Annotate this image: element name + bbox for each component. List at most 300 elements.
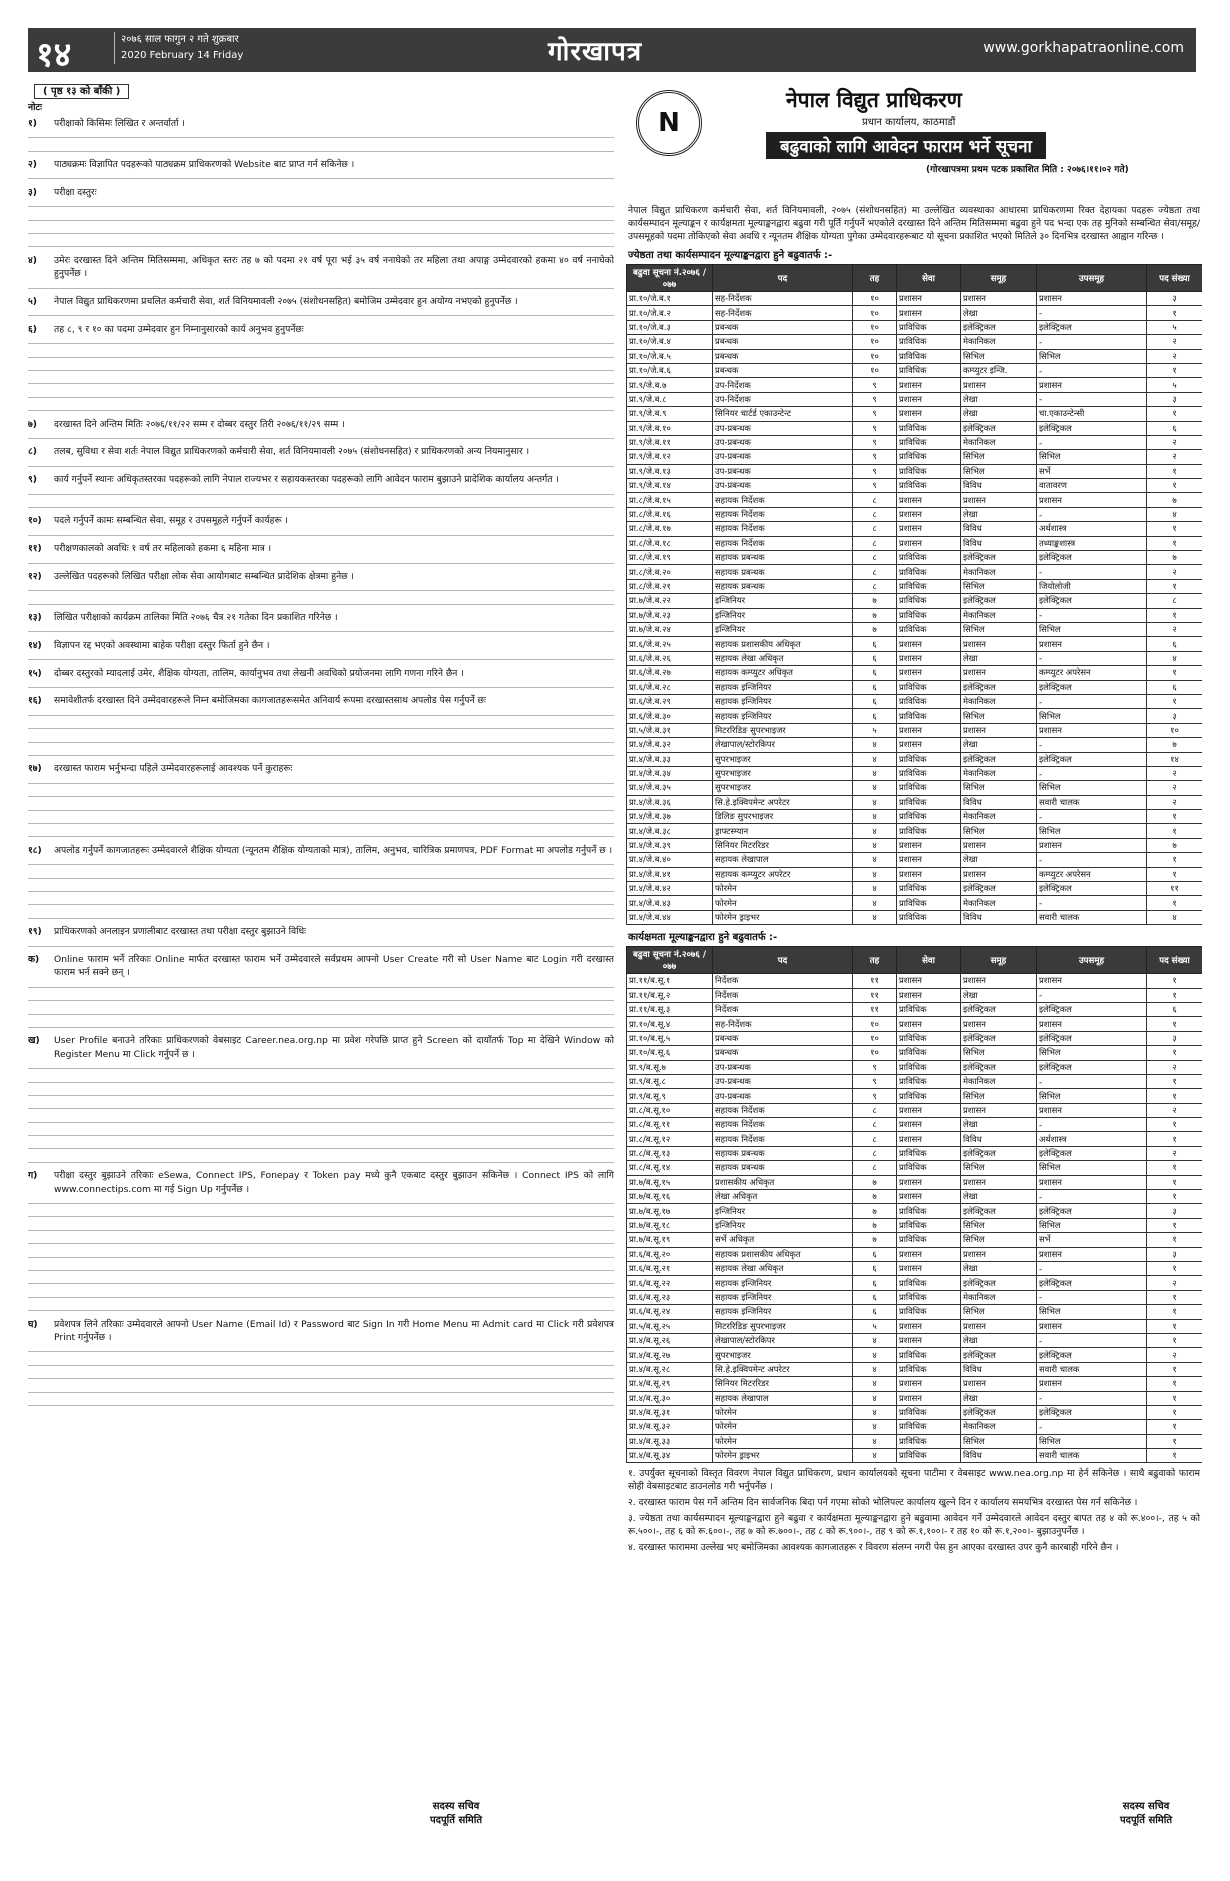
note-number: १२) [28,570,42,582]
table-cell: १ [1147,896,1203,910]
table-cell: सहायक प्रबन्धक [713,565,853,579]
table-cell: सर्भे [1037,464,1147,478]
table-cell: ६ [853,680,897,694]
table-cell: प्रबन्धक [713,349,853,363]
table-cell: उप-प्रबन्धक [713,1060,853,1074]
table-cell: प्रा.४/ब.सू.३४ [627,1449,713,1463]
body-text-line [28,653,614,666]
table-cell: इलेक्ट्रिकल [961,1348,1037,1362]
table-cell: ९ [853,1074,897,1088]
body-text-line [28,830,614,843]
table-cell: सिभिल [1037,1434,1147,1448]
table-cell: प्रशासन [897,1333,961,1347]
table-cell: विविध [961,536,1037,550]
table-cell: २ [1147,622,1203,636]
table-cell: प्रशासन [961,1247,1037,1261]
table-row [627,1405,1203,1419]
table-cell: - [1037,565,1147,579]
table-row [627,320,1203,334]
table-cell: - [1037,853,1147,867]
table-cell: इलेक्ट्रिकल [1037,752,1147,766]
table-cell: प्रशासन [1037,974,1147,988]
table-row [627,910,1203,924]
table-cell: विविध [961,522,1037,536]
table-cell: २ [1147,565,1203,579]
table-cell: सिभिल [961,622,1037,636]
table-cell: - [1037,1190,1147,1204]
table-cell: प्रशासन [897,1377,961,1391]
table-cell: प्राविधिक [897,349,961,363]
table-cell: १ [1147,1377,1203,1391]
body-text-line [28,172,614,185]
table-cell: इलेक्ट्रिकल [961,1060,1037,1074]
table-row [627,810,1203,824]
table-cell: सहायक लेखापाल [713,853,853,867]
table-cell: १ [1147,1161,1203,1175]
table-cell: १ [1147,1262,1203,1276]
table-row [627,838,1203,852]
table-cell: इलेक्ट्रिकल [1037,1405,1147,1419]
table-cell: प्रा.९/ब.सू.९ [627,1089,713,1103]
table-cell: प्राविधिक [897,335,961,349]
table-row [627,853,1203,867]
table-row [627,1190,1203,1204]
body-text-line [28,488,614,501]
note-text: दरखास्त दिने अन्तिम मितिः २०७६/११/२२ सम्म र दोब्बर दस्तुर तिरी २०७६/११/२९ सम्म । [54,418,345,430]
note-text: कार्य गर्नुपर्ने स्थानः अधिकृतस्तरका पदहरूको लागि नेपाल राज्यभर र सहायकस्तरका पदहरूको लागि आवेदन फाराम बुझाउने प्रादेशिक कार्यालय अन्तर्गत । [54,474,559,486]
table-row [627,579,1203,593]
table-cell: - [1037,507,1147,521]
table-cell: प्रशासन [897,1118,961,1132]
table-cell: निर्देशक [713,974,853,988]
table-cell: प्रा.६/जे.ब.२५ [627,637,713,651]
table-row [627,1233,1203,1247]
table-cell: इलेक्ट्रिकल [1037,882,1147,896]
website-link[interactable]: www.gorkhapatraonline.com [983,40,1184,56]
table-cell: प्राविधिक [897,1060,961,1074]
body-text-line [28,1021,614,1034]
table-cell: १ [1147,853,1203,867]
table-cell: विविध [961,1449,1037,1463]
table-cell: १ [1147,1319,1203,1333]
table-cell: २ [1147,450,1203,464]
table-cell: ४ [1147,507,1203,521]
table-cell: सवारी चालक [1037,795,1147,809]
table-body [627,292,1203,925]
table-cell: प्रा.४/ब.सू.३२ [627,1420,713,1434]
table-cell: प्रा.४/जे.ब.४४ [627,910,713,924]
table-cell: ४ [853,824,897,838]
table-cell: ७ [853,1218,897,1232]
table-cell: १ [1147,1420,1203,1434]
table-cell: ४ [853,738,897,752]
footnote-item: ४. दरखास्त फाराममा उल्लेख भए बमोजिमका आवश्यक कागजातहरू र विवरण संलग्न नगरी पेस हुन आएका दरखास्त उपर कुनै कारबाही गरिने छैन । [628,1542,1119,1554]
table-cell: २ [1147,766,1203,780]
table-cell: प्रशासन [897,522,961,536]
table-cell: १० [853,1031,897,1045]
table-cell: १ [1147,536,1203,550]
table-cell: १ [1147,1046,1203,1060]
table-row [627,1204,1203,1218]
note-text: तह ८, ९ र १० का पदमा उम्मेदवार हुन निम्नानुसारको कार्य अनुभव हुनुपर्नेछः [54,323,304,335]
table-cell: ८ [853,536,897,550]
table-cell: १ [1147,867,1203,881]
note-text: परीक्षा दस्तुरः [54,186,97,198]
table-cell: प्रशासन [1037,838,1147,852]
table-cell: सिभिल [961,709,1037,723]
body-text-line [28,681,614,694]
table-row [627,349,1203,363]
table-cell: प्रशासन [1037,378,1147,392]
table-cell: मेकानिकल [961,335,1037,349]
table-cell: १ [1147,363,1203,377]
table-cell: ६ [853,709,897,723]
table-cell: प्रा.७/ब.सू.१८ [627,1218,713,1232]
table-cell: प्रशासन [961,838,1037,852]
note-item [28,667,614,680]
table-cell: इलेक्ट्रिकल [1037,1146,1147,1160]
body-text-line [28,1304,614,1317]
table-cell: चा.एकाउन्टेन्सी [1037,407,1147,421]
table-cell: प्रा.८/जे.ब.१९ [627,551,713,565]
table-row [627,694,1203,708]
table-cell: मेकानिकल [961,810,1037,824]
table-cell: - [1037,1391,1147,1405]
table-cell: प्रशासन [961,1319,1037,1333]
table-cell: १० [1147,723,1203,737]
table-cell: १ [1147,1434,1203,1448]
table-cell: सहायक इन्जिनियर [713,694,853,708]
table-cell: १ [1147,479,1203,493]
table-cell: प्रशासन [897,306,961,320]
table-row [627,479,1203,493]
body-text-line [28,736,614,749]
table-cell: प्राविधिक [897,1362,961,1376]
notice-title: बढुवाको लागि आवेदन फाराम भर्ने सूचना [766,132,1046,159]
table-cell: ५ [853,723,897,737]
table-cell: - [1037,1420,1147,1434]
notice-header [626,84,1202,202]
body-text-line [28,1386,614,1399]
table-cell: प्रशासन [897,407,961,421]
table-cell: प्रा.१०/जे.ब.३ [627,320,713,334]
table-row [627,392,1203,406]
table-cell: उप-निर्देशक [713,392,853,406]
note-text: परीक्षाको किसिमः लिखित र अन्तर्वार्ता । [54,117,185,129]
table-row [627,1017,1203,1031]
table-cell: ७ [1147,551,1203,565]
table-cell: १ [1147,1132,1203,1146]
table-cell: फोरमेन [713,1434,853,1448]
table-row [627,1262,1203,1276]
table-cell: १० [853,1017,897,1031]
table-cell: ४ [1147,651,1203,665]
note-item [28,418,614,431]
table-row [627,738,1203,752]
column-header: पद [713,947,853,974]
table-cell: - [1037,363,1147,377]
table-row [627,709,1203,723]
body-text-line [28,1264,614,1277]
table-cell: प्राविधिक [897,450,961,464]
table-cell: प्रा.९/ब.सू.८ [627,1074,713,1088]
note-number: २) [28,159,37,170]
note-text: परीक्षा दस्तुर बुझाउने तरिकाः eSewa, Connect IPS, Fonepay र Token pay मध्ये कुनै एकबाट दस्तुर बुझाउन सकिनेछ । Connect IPS को लागि www.connectips.com मा गई Sign Up गर्नुपर्नेछ । [54,1170,614,1195]
note-number: १६) [28,695,42,707]
table-cell: ३ [1147,709,1203,723]
table-cell: उप-प्रबन्धक [713,435,853,449]
table-cell: इलेक्ट्रिकल [1037,594,1147,608]
table-cell: सहायक निर्देशक [713,507,853,521]
table-cell: लेखा [961,1262,1037,1276]
table-cell: प्रा.६/ब.सू.२० [627,1247,713,1261]
table-row [627,536,1203,550]
body-text-line [28,858,614,871]
column-header: सेवा [897,265,961,292]
body-text-line [28,885,614,898]
table-cell: प्रशासन [897,292,961,306]
table-cell: प्राविधिक [897,752,961,766]
table-cell: प्राविधिक [897,421,961,435]
table-cell: १ [1147,1391,1203,1405]
table-header [627,947,1203,974]
body-text-line [28,1142,614,1155]
table-cell: ७ [853,1233,897,1247]
table-cell: प्रशासन [897,637,961,651]
table-row [627,1146,1203,1160]
table-cell: प्रा.९/जे.ब.१० [627,421,713,435]
table-cell: १० [853,349,897,363]
table-cell: ७ [853,594,897,608]
table-body [627,974,1203,1463]
table-cell: प्राविधिक [897,464,961,478]
body-text-line [28,872,614,885]
table-cell: प्रशासन [897,1103,961,1117]
body-text-line [28,1359,614,1372]
table-cell: सिनियर मिटररिडर [713,838,853,852]
note-text: पदले गर्नुपर्ने कामः सम्बन्धित सेवा, समूह र उपसमूहले गर्नुपर्ने कार्यहरू । [54,515,289,527]
table-cell: तथ्याङ्कशास्त्र [1037,536,1147,550]
body-text-line [28,1062,614,1075]
table-cell: लेखा [961,1333,1037,1347]
table-cell: उप-निर्देशक [713,378,853,392]
table-cell: ४ [853,1391,897,1405]
table-cell: प्राविधिक [897,824,961,838]
table-cell: ६ [853,1305,897,1319]
table-cell: २ [1147,435,1203,449]
table-row [627,637,1203,651]
table-cell: सह-निर्देशक [713,292,853,306]
table-cell: इन्जिनियर [713,1204,853,1218]
table-cell: - [1037,766,1147,780]
body-text-line [28,337,614,350]
table-row [627,407,1203,421]
table-cell: २ [1147,335,1203,349]
table-cell: प्राविधिक [897,680,961,694]
body-text-line [28,722,614,735]
table-cell: ७ [1147,738,1203,752]
table-row [627,1046,1203,1060]
table-row [627,781,1203,795]
table-cell: ९ [853,407,897,421]
table-cell: सिभिल [1037,1161,1147,1175]
table-cell: १ [1147,1362,1203,1376]
table-cell: अर्थशास्त्र [1037,1132,1147,1146]
table-cell: सि.हे.इक्विपमेन्ट अपरेटर [713,1362,853,1376]
table-cell: ८ [853,565,897,579]
table-cell: इलेक्ट्रिकल [1037,1002,1147,1016]
note-item [28,611,614,624]
table-cell: ६ [1147,1002,1203,1016]
table-row [627,1377,1203,1391]
column-header: उपसमूह [1037,947,1147,974]
table-cell: प्राविधिक [897,1449,961,1463]
table-cell: सिनियर चार्टर्ड एकाउन्टेन्ट [713,407,853,421]
table-cell: प्रा.४/जे.ब.३२ [627,738,713,752]
table-cell: ६ [853,666,897,680]
table-cell: इलेक्ट्रिकल [1037,320,1147,334]
note-text: तलब, सुविधा र सेवा शर्तः नेपाल विद्युत प्राधिकरणको कर्मचारी सेवा, शर्त विनियमावली २०७५ (संशोधनसहित) र प्राधिकरणको अन्य नियमानुसार । [54,446,530,458]
signature-committee: पदपूर्ति समिति [1120,1815,1173,1826]
table-cell: अर्थशास्त्र [1037,522,1147,536]
table-row [627,824,1203,838]
table-cell: प्रा.६/जे.ब.२८ [627,680,713,694]
table-cell: २ [1147,795,1203,809]
table-row [627,1276,1203,1290]
table-cell: प्रबन्धक [713,363,853,377]
table-cell: लेखा [961,392,1037,406]
table-cell: प्रशासन [1037,1247,1147,1261]
organization-name: नेपाल विद्युत प्राधिकरण [786,87,962,112]
note-item [28,254,614,281]
table-row [627,988,1203,1002]
table-cell: सिभिल [1037,709,1147,723]
body-text-line [28,625,614,638]
table-cell: लेखा अधिकृत [713,1190,853,1204]
table-cell: लेखापाल/स्टोरकिपर [713,738,853,752]
table-cell: प्रा.१०/ब.सू.६ [627,1046,713,1060]
table-cell: विविध [961,1362,1037,1376]
table-row [627,1002,1203,1016]
table-cell: प्रा.७/ब.सू.१६ [627,1190,713,1204]
table-cell: सुपरभाइजर [713,766,853,780]
table-cell: - [1037,738,1147,752]
table-cell: उप-प्रबन्धक [713,1074,853,1088]
table-cell: प्राविधिक [897,910,961,924]
note-number: घ) [28,1318,38,1330]
table-cell: प्रशासकीय अधिकृत [713,1175,853,1189]
table-cell: १० [853,1046,897,1060]
table-cell: ४ [853,882,897,896]
note-text: लिखित परीक्षाको कार्यक्रम तालिका मिति २०७६ चैत्र २१ गतेका दिन प्रकाशित गरिनेछ । [54,612,338,624]
table-cell: सहायक प्रशासकीय अधिकृत [713,1247,853,1261]
table-cell: प्रा.७/जे.ब.२४ [627,622,713,636]
table-row [627,1132,1203,1146]
table-cell: प्रशासन [897,507,961,521]
table-cell: ४ [853,1377,897,1391]
table-cell: सिभिल [961,464,1037,478]
column-header: तह [853,947,897,974]
body-text-line [28,584,614,597]
table-row [627,450,1203,464]
table-cell: प्राविधिक [897,579,961,593]
table-cell: प्राविधिक [897,1002,961,1016]
table-cell: सिभिल [1037,1046,1147,1060]
table-cell: प्राविधिक [897,435,961,449]
note-item [28,323,614,336]
table-row [627,608,1203,622]
table-cell: प्रशासन [1037,1319,1147,1333]
body-text-line [28,994,614,1007]
body-text-line [28,1008,614,1021]
table-cell: उप-प्रबन्धक [713,1089,853,1103]
table-cell: १ [1147,1290,1203,1304]
table-cell: प्रशासन [897,392,961,406]
table-cell: प्रशासन [1037,1017,1147,1031]
table-cell: विविध [961,795,1037,809]
table-cell: सिभिल [1037,349,1147,363]
note-text: अपलोड गर्नुपर्ने कागजातहरूः उम्मेदवारले शैक्षिक योग्यता (न्यूनतम शैक्षिक योग्यताको मात्र), तालिम, अनुभव, चारित्रिक प्रमाणपत्र, PDF Format मा अपलोड गर्नुपर्ने छ । [54,844,613,856]
table-cell: प्रा.४/जे.ब.३९ [627,838,713,852]
table-cell: प्रा.४/जे.ब.३३ [627,752,713,766]
table-cell: लेखा [961,1118,1037,1132]
table-row [627,1290,1203,1304]
table-cell: विविध [961,910,1037,924]
table-cell: इलेक्ट्रिकल [1037,421,1147,435]
table-cell: सहायक निर्देशक [713,522,853,536]
table-cell: सिभिल [961,349,1037,363]
table-cell: सिभिल [961,1046,1037,1060]
table-cell: १० [853,363,897,377]
table-cell: प्रा.९/ब.सू.७ [627,1060,713,1074]
table-cell: प्रशासन [1037,292,1147,306]
table-row [627,766,1203,780]
note-item [28,639,614,652]
table-cell: प्रा.९/जे.ब.१२ [627,450,713,464]
table-header [627,265,1203,292]
table-cell: २ [1147,1103,1203,1117]
table-row [627,1420,1203,1434]
table-cell: ९ [853,421,897,435]
table-cell: प्रशासन [1037,1377,1147,1391]
table-row [627,666,1203,680]
table-cell: ३ [1147,392,1203,406]
table-cell: १ [1147,1333,1203,1347]
table-cell: प्राविधिक [897,709,961,723]
table-cell: - [1037,1118,1147,1132]
table-cell: ४ [1147,910,1203,924]
table-row [627,565,1203,579]
note-text: User Profile बनाउने तरिकाः प्राधिकरणको वेबसाइट Career.nea.org.np मा प्रवेश गरेपछि प्राप्त हुने Screen को दायाँतर्फ Top मा देखिने Window को Register Menu मा Click गर्नुपर्ने छ । [54,1035,614,1060]
table-row [627,1348,1203,1362]
table-cell: ७ [853,608,897,622]
table-cell: प्राविधिक [897,608,961,622]
table-cell: प्रा.७/ब.सू.१७ [627,1204,713,1218]
table-row [627,551,1203,565]
note-item [28,514,614,527]
table-cell: ८ [853,1103,897,1117]
table-cell: ९ [853,435,897,449]
table-cell: प्रशासन [897,1175,961,1189]
table-cell: डिलिङ सुपरभाइजर [713,810,853,824]
table-cell: - [1037,1074,1147,1088]
table-cell: उप-प्रबन्धक [713,464,853,478]
table-cell: प्रशासन [897,493,961,507]
table-cell: प्राविधिक [897,565,961,579]
footnote-item: २. दरखास्त फाराम पेस गर्ने अन्तिम दिन सार्वजनिक बिदा पर्न गएमा सोको भोलिपल्ट कार्यालय खुल्ने दिन र कार्यालय समयभित्र दरखास्त पेस गर्न सकिनेछ । [628,1497,1138,1509]
table-cell: - [1037,306,1147,320]
table-cell: सिभिल [1037,450,1147,464]
